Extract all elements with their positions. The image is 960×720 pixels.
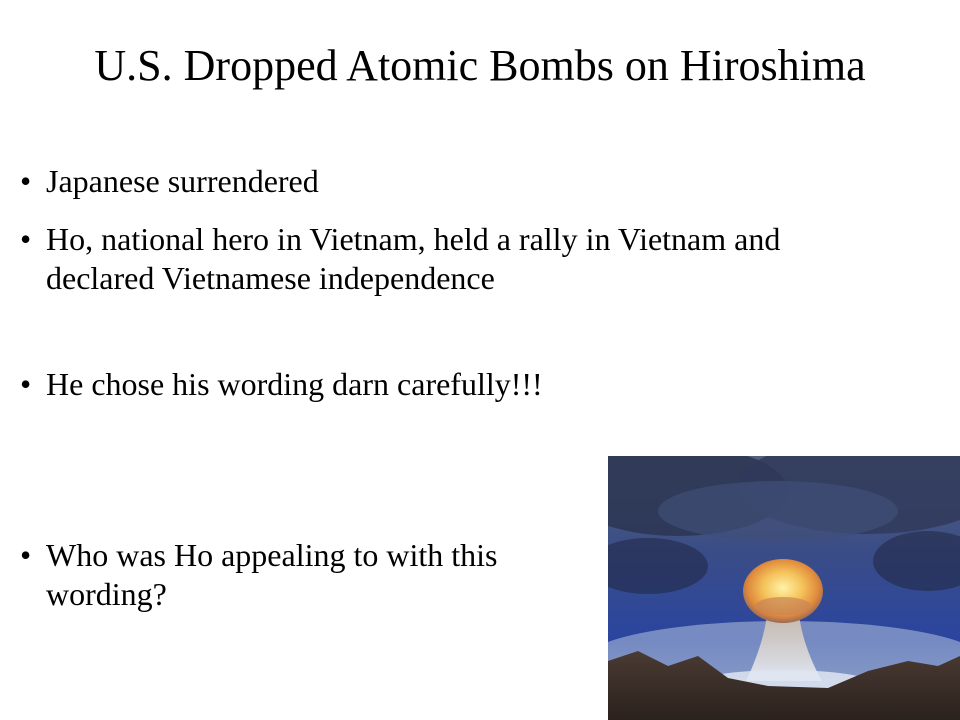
bullet-item [20, 365, 810, 404]
slide-title: U.S. Dropped Atomic Bombs on Hiroshima [94, 41, 866, 90]
bullet-text: Japanese surrendered [46, 163, 319, 199]
mushroom-cloud-illustration [608, 456, 960, 720]
bullet-item [20, 536, 580, 614]
bullet-dot-icon: • [20, 163, 32, 199]
bullet-item [20, 220, 810, 298]
bullet-text: Ho, national hero in Vietnam, held a rally in Vietnam and declared Vietnamese independence [46, 221, 781, 296]
mushroom-cloud-image [608, 456, 960, 720]
bullet-text: He chose his wording darn carefully!!! [46, 366, 543, 402]
bullet-dot-icon: • [20, 537, 32, 573]
bullet-dot-icon: • [20, 221, 32, 257]
bullet-text: Who was Ho appealing to with this wording? [46, 537, 498, 612]
bullet-item [20, 162, 810, 201]
bullet-dot-icon: • [20, 366, 32, 402]
